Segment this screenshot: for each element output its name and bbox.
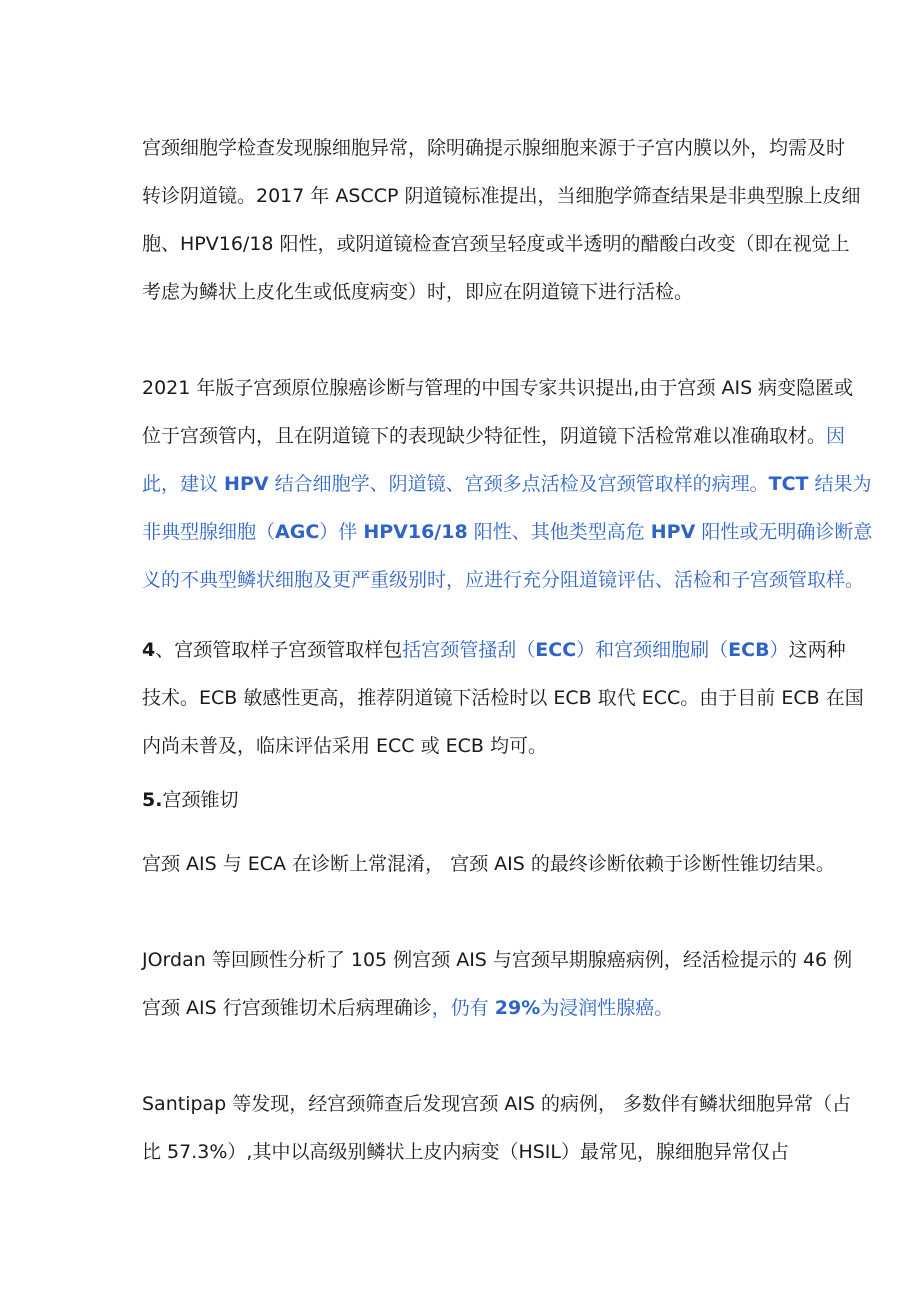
highlight-bold-text: ECC [535,639,577,661]
highlight-text: 此，建议 [142,473,225,495]
section-number: 4 [142,639,156,661]
paragraph-2-line-1: 2021 年版子宫颈原位腺癌诊断与管理的中国专家共识提出,由于宫颈 AIS 病变隐匿或 [142,377,854,399]
paragraph-6-line-1: Santipap 等发现，经宫颈筛查后发现宫颈 AIS 的病例， 多数伴有鳞状细胞异常（占 [142,1093,852,1115]
highlight-bold-text: TCT [768,473,809,495]
paragraph-5-line-1: JOrdan 等回顾性分析了 105 例宫颈 AIS 与宫颈早期腺癌病例，经活检提示的 46 例 [142,949,853,971]
paragraph-6-line-2: 比 57.3%）,其中以高级别鳞状上皮内病变（HSIL）最常见，腺细胞异常仅占 [142,1141,789,1163]
paragraph-2-line-2-text: 位于宫颈管内，且在阴道镜下的表现缺少特征性，阴道镜下活检常难以准确取材。 [142,425,827,447]
paragraph-2-line-2 [142,424,845,448]
section-heading [142,788,238,812]
highlight-bold-text: ECB [728,639,770,661]
highlight-text: 括宫颈管搔刮（ [402,639,536,661]
paragraph-2-line-3 [142,472,872,496]
highlight-bold-text: 29% [494,997,541,1019]
paragraph-2-line-4 [142,520,872,544]
highlight-bold-text: HPV [650,521,696,543]
paragraph-3-line-2: 技术。ECB 敏感性更高，推荐阴道镜下活检时以 ECB 取代 ECC。由于目前 ECB 在国 [142,687,864,709]
highlight-text: 结果为 [808,473,872,495]
paragraph-3-text: 这两种 [788,639,846,661]
paragraph-4-line-1: 宫颈 AIS 与 ECA 在诊断上常混淆， 宫颈 AIS 的最终诊断依赖于诊断性锥切结果。 [142,853,835,875]
highlight-text: 因 [826,425,846,447]
highlight-bold-text: HPV16/18 [363,521,468,543]
highlight-text: 结合细胞学、阴道镜、宫颈多点活检及宫颈管取样的病理。 [268,473,769,495]
paragraph-1-line-1: 宫颈细胞学检查发现腺细胞异常，除明确提示腺细胞来源于子宫内膜以外，均需及时 [142,137,846,159]
highlight-text: ） [769,639,789,661]
paragraph-1-line-2: 转诊阴道镜。2017 年 ASCCP 阴道镜标准提出，当细胞学筛查结果是非典型腺上皮细 [142,185,861,207]
paragraph-3-text: 、宫颈管取样子宫颈管取样包 [155,639,403,661]
highlight-text: ）和宫颈细胞刷（ [576,639,729,661]
paragraph-1-line-4: 考虑为鳞状上皮化生或低度病变）时，即应在阴道镜下进行活检。 [142,281,694,303]
highlight-text: ，仍有 [431,997,495,1019]
highlight-bold-text: AGC [275,521,320,543]
paragraph-2-line-5: 义的不典型鳞状细胞及更严重级别时，应进行充分阻道镜评估、活检和子宫颈管取样。 [142,569,865,591]
section-number: 5. [142,789,163,811]
paragraph-1-line-3: 胞、HPV16/18 阳性，或阴道镜检查宫颈呈轻度或半透明的醋酸白改变（即在视觉上 [142,233,850,255]
highlight-text: 非典型腺细胞（ [142,521,276,543]
highlight-text: 阳性、其他类型高危 [467,521,651,543]
paragraph-5-text: 宫颈 AIS 行宫颈锥切术后病理确诊 [142,997,432,1019]
paragraph-5-line-2 [142,996,673,1020]
highlight-text: ）伴 [319,521,364,543]
highlight-text: 阳性或无明确诊断意 [695,521,873,543]
paragraph-3-line-3: 内尚未普及，临床评估采用 ECC 或 ECB 均可。 [142,735,548,757]
paragraph-3-line-1 [142,638,846,662]
highlight-text: 为浸润性腺癌。 [540,997,674,1019]
highlight-bold-text: HPV [224,473,269,495]
section-title: 宫颈锥切 [162,789,239,811]
